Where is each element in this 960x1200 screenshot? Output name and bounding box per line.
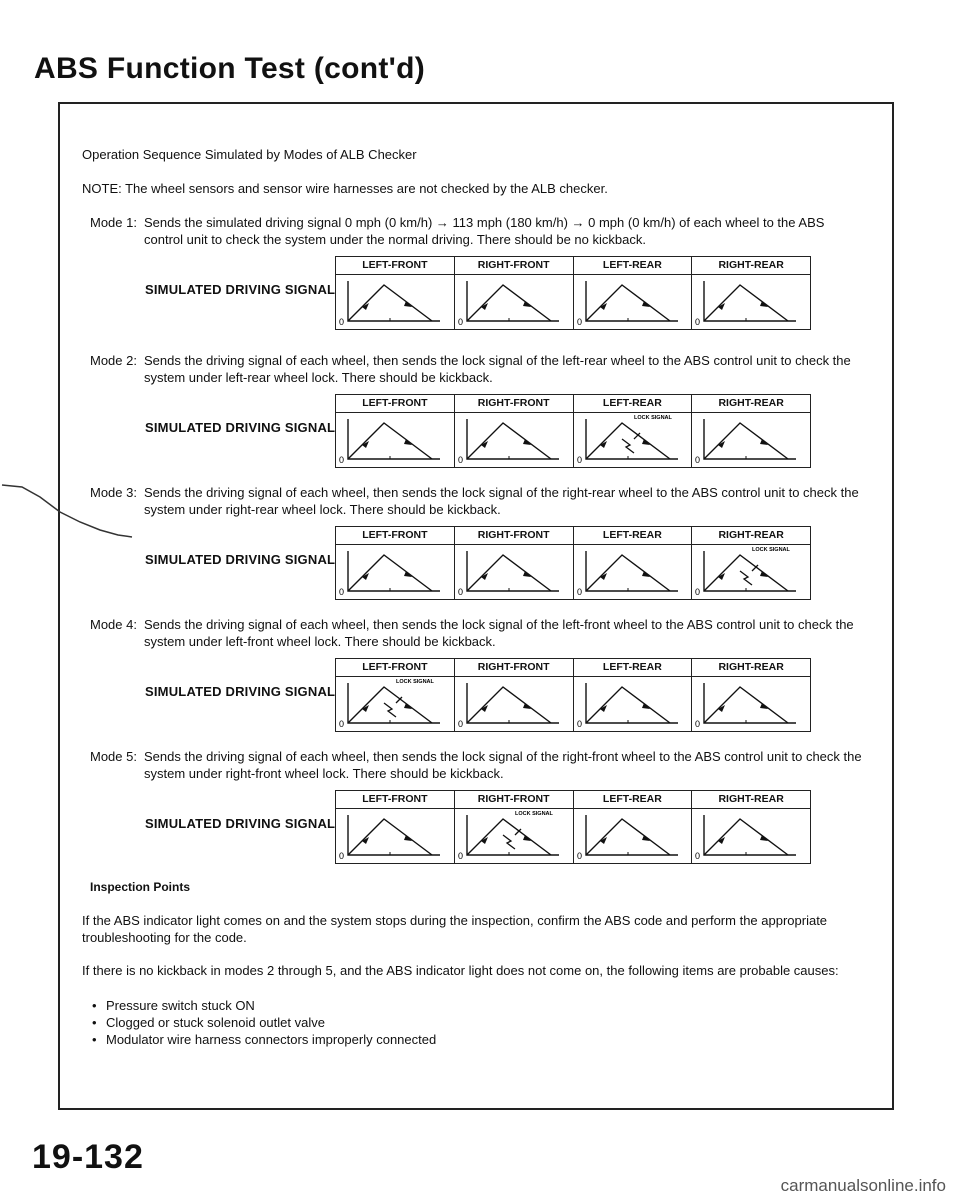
svg-text:0: 0 [339,587,345,597]
svg-text:0: 0 [576,719,582,729]
page-title: ABS Function Test (cont'd) [34,52,426,85]
wheel-header: RIGHT-FRONT [455,791,573,809]
signal-label: SIMULATED DRIVING SIGNAL [145,816,336,831]
wheel-signal-table [335,394,811,468]
mode-text: Sends the driving signal of each wheel, then sends the lock signal of the right-front wheel to the ABS control unit to check the system under right-front wheel lock. There should be kickback. [144,749,862,781]
wheel-cell [336,395,454,467]
svg-text:0: 0 [576,317,582,327]
wheel-cell [691,791,810,863]
signal-graph [574,809,692,863]
wheel-cell [336,527,454,599]
inspection-para-2: If there is no kickback in modes 2 through 5, and the ABS indicator light does not come on, the following items are probable causes: [82,963,839,978]
svg-text:0: 0 [695,587,701,597]
signal-graph-locked [336,677,454,731]
wheel-cell [454,257,573,329]
signal-graph [336,275,454,329]
watermark: carmanualsonline.info [780,1176,946,1195]
wheel-header: LEFT-REAR [574,395,692,413]
inspection-title: Inspection Points [90,880,191,894]
signal-label: SIMULATED DRIVING SIGNAL [145,282,336,297]
svg-text:0: 0 [576,455,582,465]
svg-text:0: 0 [576,851,582,861]
svg-text:0: 0 [339,851,345,861]
wheel-header: LEFT-REAR [574,527,692,545]
wheel-cell [691,527,810,599]
signal-graph [574,545,692,599]
wheel-header: RIGHT-FRONT [455,527,573,545]
intro-text: Operation Sequence Simulated by Modes of ALB Checker [82,147,417,162]
wheel-header: LEFT-FRONT [336,527,454,545]
mode-label: Mode 2: [90,353,137,368]
signal-label: SIMULATED DRIVING SIGNAL [145,684,336,699]
wheel-cell [573,395,692,467]
wheel-signal-table [335,790,811,864]
signal-graph [692,413,810,467]
wheel-cell [691,395,810,467]
signal-graph [455,677,573,731]
bullet-item: • Clogged or stuck solenoid outlet valve [92,1015,325,1030]
wheel-cell [573,791,692,863]
wheel-cell [573,257,692,329]
wheel-signal-table [335,658,811,732]
mode-text: Sends the driving signal of each wheel, then sends the lock signal of the right-rear wheel to the ABS control unit to check the system under right-rear wheel lock. There should be kickback. [144,485,859,517]
svg-text:0: 0 [457,587,463,597]
wheel-header: RIGHT-REAR [692,659,810,677]
wheel-header: LEFT-REAR [574,257,692,275]
wheel-header: RIGHT-REAR [692,257,810,275]
wheel-cell [336,659,454,731]
signal-graph [692,677,810,731]
svg-text:0: 0 [695,317,701,327]
wheel-header: RIGHT-FRONT [455,659,573,677]
wheel-cell [691,257,810,329]
wheel-header: LEFT-REAR [574,791,692,809]
wheel-cell [336,791,454,863]
signal-graph [336,809,454,863]
bullet-item: • Modulator wire harness connectors improperly connected [92,1032,437,1047]
svg-text:LOCK SIGNAL: LOCK SIGNAL [633,415,672,421]
wheel-header: RIGHT-REAR [692,395,810,413]
signal-graph [336,545,454,599]
svg-text:0: 0 [576,587,582,597]
svg-text:0: 0 [339,317,345,327]
wheel-cell [336,257,454,329]
svg-text:0: 0 [457,719,463,729]
inspection-para-1: If the ABS indicator light comes on and the system stops during the inspection, confirm the ABS code and perform the appropriate troubleshooting for the code. [82,913,828,945]
svg-text:0: 0 [457,851,463,861]
wheel-header: LEFT-FRONT [336,791,454,809]
svg-text:0: 0 [695,719,701,729]
signal-graph [574,275,692,329]
signal-graph-locked [574,413,692,467]
page-number: 19-132 [32,1138,144,1176]
signal-graph-locked [692,545,810,599]
svg-text:0: 0 [457,317,463,327]
note-text: NOTE: The wheel sensors and sensor wire harnesses are not checked by the ALB checker. [82,181,608,196]
mode-label: Mode 1: [90,215,137,230]
leader-line [0,0,160,560]
mode-text: Sends the driving signal of each wheel, then sends the lock signal of the left-rear wheel to the ABS control unit to check the system under left-rear wheel lock. There should be kickback. [144,353,851,385]
content-frame [58,102,894,1110]
wheel-cell [454,527,573,599]
signal-graph [574,677,692,731]
svg-text:LOCK SIGNAL: LOCK SIGNAL [752,547,791,553]
mode-text: Sends the simulated driving signal 0 mph (0 km/h) → 113 mph (180 km/h) → 0 mph (0 km/h) of each wheel to the ABS control unit to check the system under the normal driving. There should be no kickback. [144,215,825,247]
wheel-header: LEFT-REAR [574,659,692,677]
svg-text:LOCK SIGNAL: LOCK SIGNAL [396,679,434,685]
signal-graph [336,413,454,467]
signal-graph [455,545,573,599]
bullet-item: • Pressure switch stuck ON [92,998,255,1013]
signal-graph [692,275,810,329]
signal-graph [455,413,573,467]
svg-text:0: 0 [339,455,345,465]
mode-label: Mode 4: [90,617,137,632]
wheel-header: LEFT-FRONT [336,257,454,275]
signal-graph-locked [455,809,573,863]
signal-graph [455,275,573,329]
wheel-header: LEFT-FRONT [336,659,454,677]
wheel-cell [454,791,573,863]
mode-text: Sends the driving signal of each wheel, then sends the lock signal of the left-front wheel to the ABS control unit to check the system under left-front wheel lock. There should be kickback. [144,617,854,649]
wheel-header: RIGHT-FRONT [455,395,573,413]
wheel-signal-table [335,526,811,600]
wheel-cell [454,395,573,467]
mode-label: Mode 3: [90,485,137,500]
mode-label: Mode 5: [90,749,137,764]
signal-graph [692,809,810,863]
svg-text:LOCK SIGNAL: LOCK SIGNAL [514,811,553,817]
svg-text:0: 0 [457,455,463,465]
wheel-header: RIGHT-REAR [692,527,810,545]
wheel-cell [573,659,692,731]
wheel-header: LEFT-FRONT [336,395,454,413]
svg-text:0: 0 [695,851,701,861]
wheel-header: RIGHT-REAR [692,791,810,809]
signal-label: SIMULATED DRIVING SIGNAL [145,552,336,567]
wheel-signal-table [335,256,811,330]
wheel-header: RIGHT-FRONT [455,257,573,275]
svg-text:0: 0 [695,455,701,465]
svg-text:0: 0 [339,719,345,729]
wheel-cell [573,527,692,599]
wheel-cell [691,659,810,731]
signal-label: SIMULATED DRIVING SIGNAL [145,420,336,435]
wheel-cell [454,659,573,731]
